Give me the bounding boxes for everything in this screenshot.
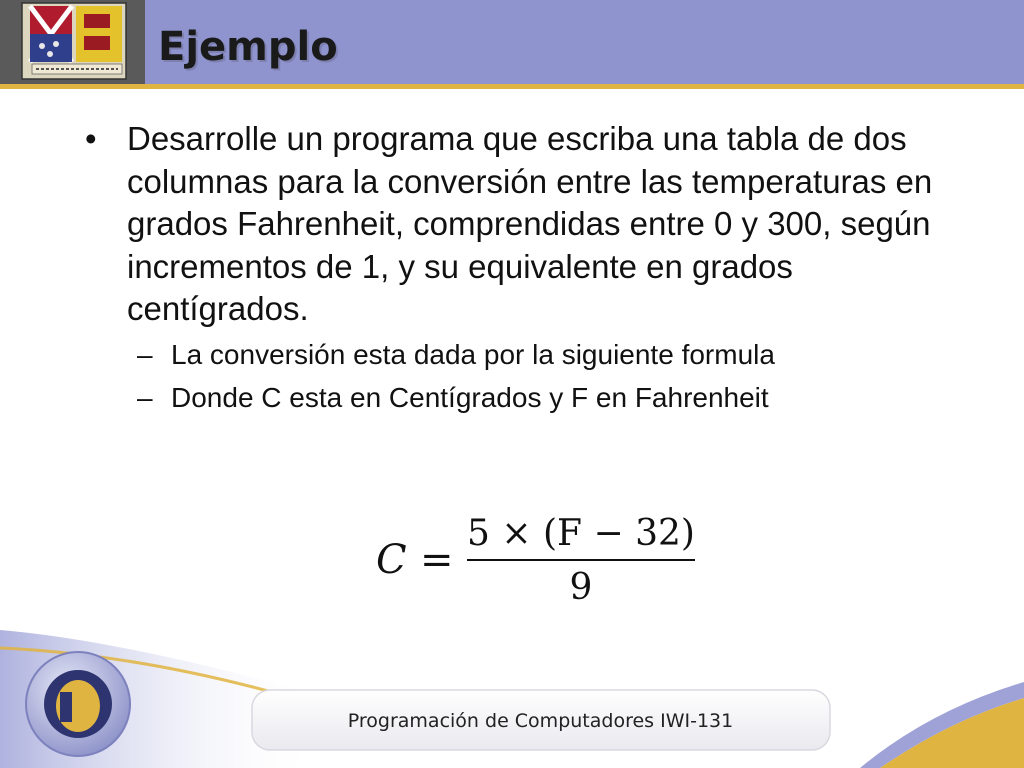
formula-equals: = — [420, 537, 454, 583]
university-logo — [0, 0, 145, 84]
sub-bullet-text: Donde C esta en Centígrados y F en Fahrenheit — [171, 381, 769, 413]
formula-denominator: 9 — [569, 567, 593, 608]
dash-icon: – — [137, 381, 153, 413]
header-accent-rule — [0, 84, 1024, 89]
footer-decoration — [0, 600, 1024, 768]
formula-numerator: 5 × (F − 32) — [467, 513, 695, 554]
header-bar — [0, 0, 1024, 84]
slide-title: Ejemplo — [158, 24, 338, 70]
sub-bullet-text: La conversión esta dada por la siguiente formula — [171, 338, 775, 370]
conversion-formula — [370, 505, 710, 610]
sub-bullet-item — [85, 376, 965, 419]
bullet-icon: • — [85, 120, 97, 157]
bullet-list — [85, 118, 965, 419]
sub-bullet-list — [85, 333, 965, 419]
bullet-text: Desarrolle un programa que escriba una tabla de dos columnas para la conversión entre las temperaturas en grados Fahrenheit, comprendidas entre 0 y 300, según incrementos de 1, y su equivalente en grados centígrados. — [127, 120, 933, 327]
footer-course-title: Programación de Computadores IWI-131 — [347, 710, 734, 732]
formula-lhs: C — [376, 537, 407, 583]
sub-bullet-item — [85, 333, 965, 376]
bullet-item — [85, 118, 965, 331]
dash-icon: – — [137, 338, 153, 370]
